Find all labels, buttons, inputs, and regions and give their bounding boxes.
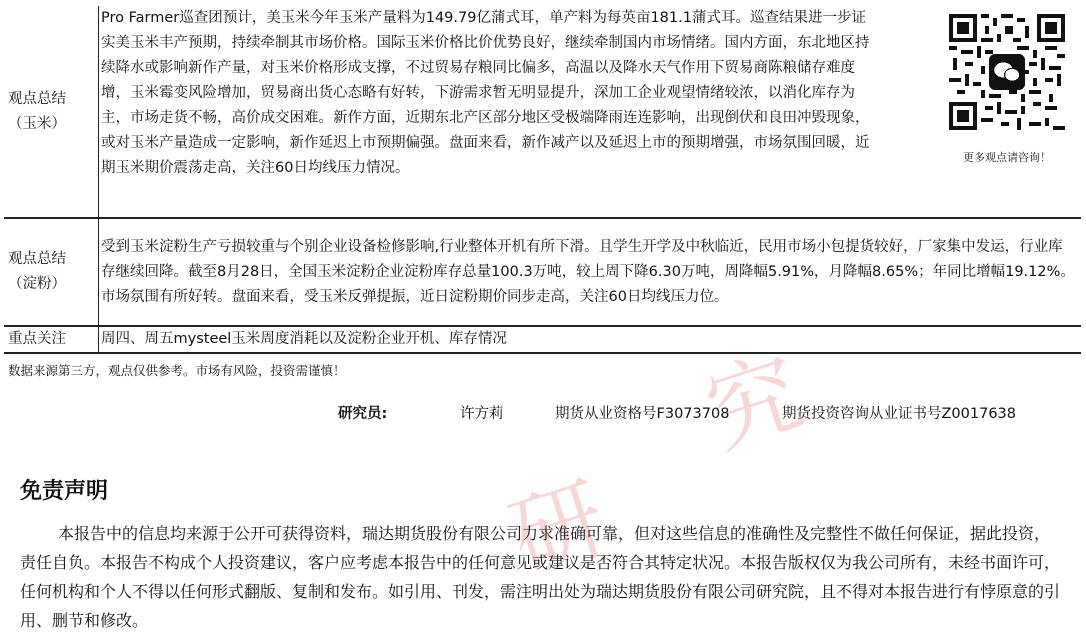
risk-note: 数据来源第三方，观点仅供参考。市场有风险，投资需谨慎！ (8, 363, 346, 378)
researcher-name: 许方莉 (460, 406, 504, 422)
qr-caption: 更多观点请咨询！ (963, 151, 1051, 164)
table-row-focus (4, 326, 1081, 353)
row-label-corn: 观点总结（玉米） (4, 6, 99, 218)
watermark-glyph: 究 (694, 338, 815, 469)
disclaimer-title: 免责声明 (20, 479, 109, 504)
watermark-glyph: 研 (498, 464, 619, 595)
table-row-starch (4, 218, 1081, 326)
analysis-table (4, 6, 1081, 354)
table-row-corn (4, 6, 1081, 218)
qr-code-block (947, 14, 1067, 170)
disclaimer-body: 本报告中的信息均来源于公开可获得资料，瑞达期货股份有限公司力求准确可靠，但对这些信息的准确性及完整性不做任何保证，据此投资，责任自负。本报告不构成个人投资建议，客户应考虑本报告中的任何意见或建议是否符合其特定状况。本报告版权仅为我公司所有，未经书面许可，任何机构和个人不得以任何形式翻版、复制和发布。如引用、刊发，需注明出处为瑞达期货股份有限公司研究院，且不得对本报告进行有悖原意的引用、删节和修改。 (20, 524, 1061, 630)
row-content-focus: 周四、周五mysteel玉米周度消耗以及淀粉企业开机、库存情况 (101, 331, 507, 347)
row-content-starch: 受到玉米淀粉生产亏损较重与个别企业设备检修影响,行业整体开机有所下滑。且学生开学及中秋临近，民用市场小包提货较好，厂家集中发运，行业库存继续回降。截至8月28日，全国玉米淀粉企业淀粉库存总量100.3万吨，较上周下降6.30万吨，周降幅5.91%，月降幅8.65%；年同比增幅19.12%。市场氛围有所好转。盘面来看，受玉米反弹提振，近日淀粉期价同步走高，关注60日均线压力位。 (101, 238, 1075, 305)
researcher-qualification: 期货从业资格号F3073708 (555, 406, 730, 422)
researcher-label: 研究员: (338, 406, 388, 422)
row-label-starch: 观点总结（淀粉） (4, 218, 99, 326)
row-content-corn (99, 6, 1082, 218)
researcher-consulting: 期货投资咨询从业证书号Z0017638 (782, 406, 1017, 422)
corn-summary-text: Pro Farmer巡查团预计，美玉米今年玉米产量料为149.79亿蒲式耳，单产料为每英亩181.1蒲式耳。巡查结果进一步证实美玉米丰产预期，持续牵制其市场价格。国际玉米价格比价优势良好，继续牵制国内市场情绪。国内方面，东北地区持续降水或影响新作产量，对玉米价格形成支撑，不过贸易存粮同比偏多，高温以及降水天气作用下贸易商陈粮储存难度增，玉米霉变风险增加，贸易商出货心态略有好转，下游需求暂无明显提升，深加工企业观望情绪较浓，以消化库存为主，市场走货不畅，高价成交困难。新作方面，近期东北产区部分地区受极端降雨连连影响，出现倒伏和良田冲毁现象，或对玉米产量造成一定影响，新作延迟上市预期偏强。盘面来看，新作减产以及延迟上市的预期增强，市场氛围回暖，近期玉米期价震荡走高，关注60日均线压力情况。 (101, 10, 870, 176)
row-label-focus: 重点关注 (4, 326, 99, 353)
wechat-qr-icon (949, 14, 1065, 130)
